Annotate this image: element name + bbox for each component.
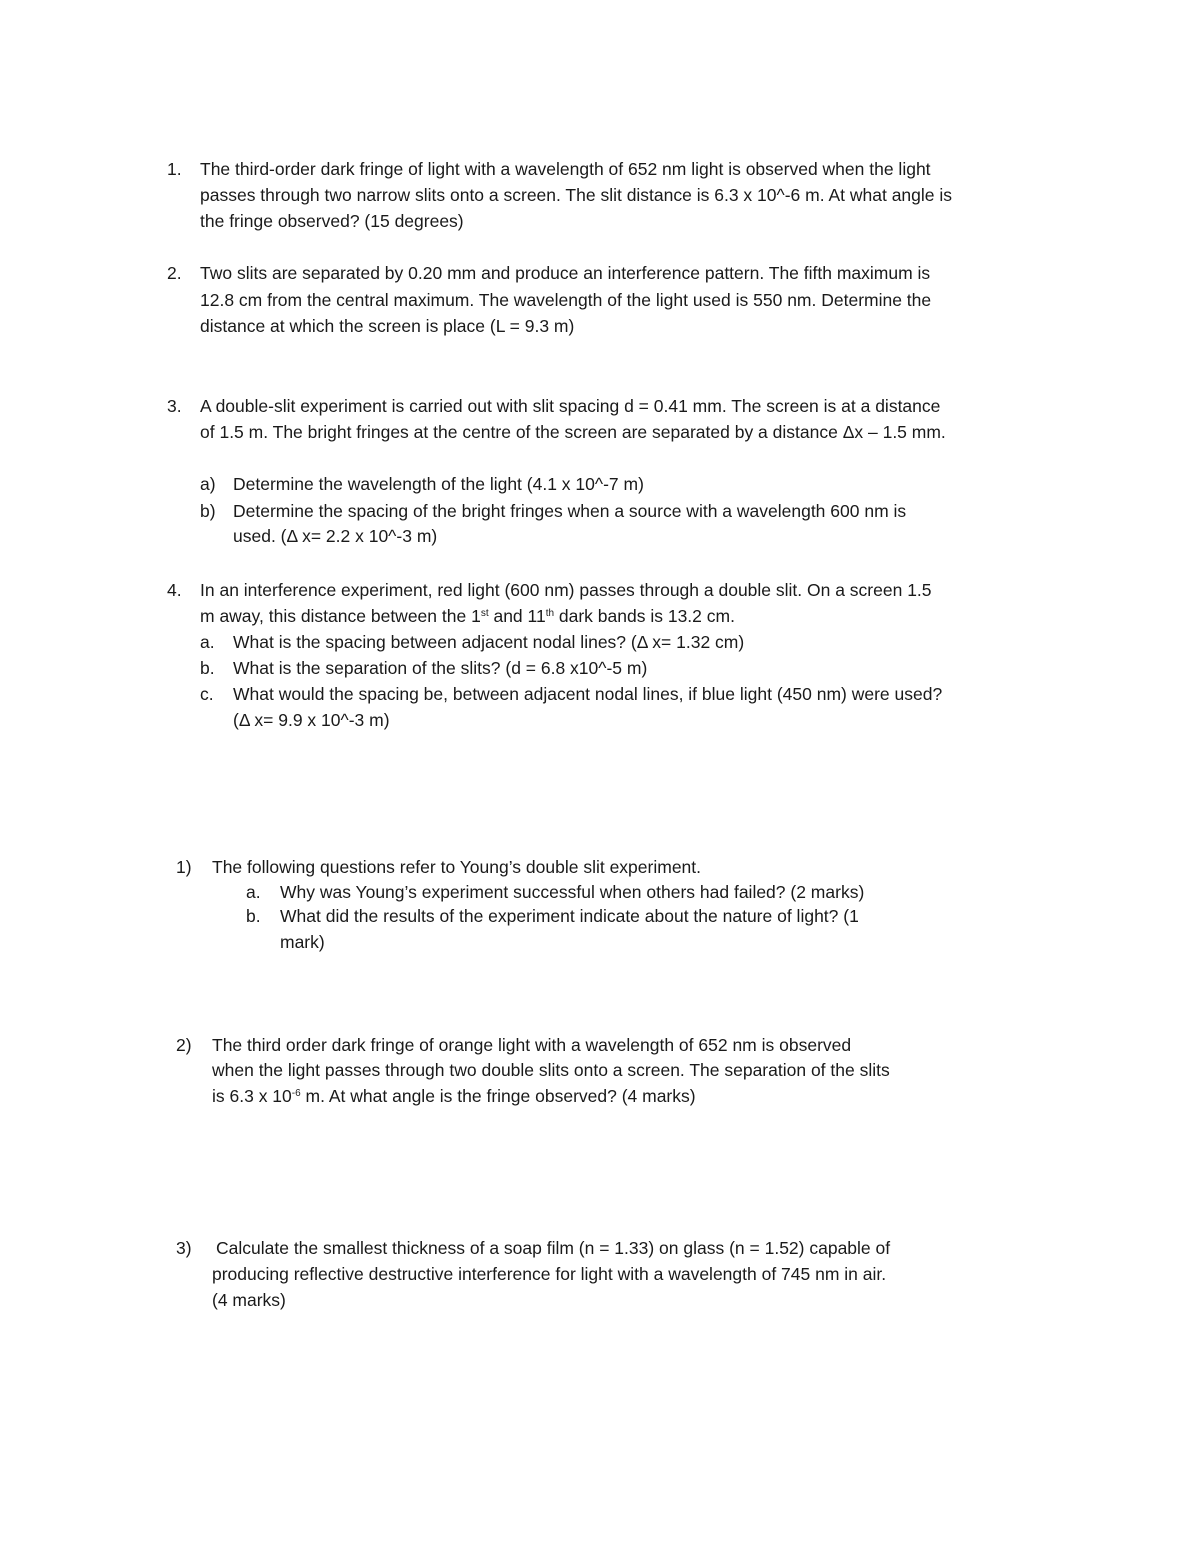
subpart-text-line: What did the results of the experiment indicate about the nature of light? (1 — [280, 906, 859, 926]
question-number: 2. — [167, 263, 182, 283]
question-text-line — [212, 1083, 696, 1109]
subpart-text-line: What is the separation of the slits? (d = 6.8 x10^-5 m) — [233, 658, 648, 678]
question-text-line: (4 marks) — [212, 1290, 286, 1310]
question-text-line: A double-slit experiment is carried out with slit spacing d = 0.41 mm. The screen is at a distance — [200, 396, 941, 416]
question-text-line: Two slits are separated by 0.20 mm and produce an interference pattern. The fifth maximum is — [200, 263, 931, 283]
subpart-label: a. — [246, 882, 261, 902]
subpart-label: a) — [200, 474, 216, 494]
subpart-text-line: used. (Δ x= 2.2 x 10^-3 m) — [233, 526, 438, 546]
question-text-line — [200, 603, 735, 629]
question-text-line: distance at which the screen is place (L = 9.3 m) — [200, 316, 575, 336]
question-text-line: The following questions refer to Young’s double slit experiment. — [212, 857, 702, 877]
question-text-line: the fringe observed? (15 degrees) — [200, 211, 464, 231]
question-number: 2) — [176, 1035, 192, 1055]
question-number: 1. — [167, 159, 182, 179]
question-text-line: 12.8 cm from the central maximum. The wavelength of the light used is 550 nm. Determine the — [200, 290, 932, 310]
question-text-line: of 1.5 m. The bright fringes at the centre of the screen are separated by a distance Δx – 1.5 mm. — [200, 422, 946, 442]
text-fragment: m. At what angle is the fringe observed? (4 marks) — [300, 1086, 696, 1106]
subpart-text-line: Why was Young’s experiment successful when others had failed? (2 marks) — [280, 882, 865, 902]
question-text-line: producing reflective destructive interference for light with a wavelength of 745 nm in air. — [212, 1264, 887, 1284]
subpart-label: c. — [200, 684, 214, 704]
subpart-text-line: What is the spacing between adjacent nodal lines? (Δ x= 1.32 cm) — [233, 632, 745, 652]
ordinal-superscript: th — [545, 608, 555, 619]
subpart-text-line: mark) — [280, 932, 325, 952]
question-number: 4. — [167, 580, 182, 600]
question-text-line: passes through two narrow slits onto a screen. The slit distance is 6.3 x 10^-6 m. At what angle is — [200, 185, 953, 205]
text-fragment: m away, this distance between the 1 — [200, 606, 481, 626]
subpart-text-line: (Δ x= 9.9 x 10^-3 m) — [233, 710, 390, 730]
subpart-label: b) — [200, 501, 216, 521]
text-fragment: is 6.3 x 10 — [212, 1086, 292, 1106]
subpart-text-line: Determine the spacing of the bright fringes when a source with a wavelength 600 nm is — [233, 501, 907, 521]
subpart-text-line: What would the spacing be, between adjacent nodal lines, if blue light (450 nm) were used? — [233, 684, 943, 704]
question-number: 1) — [176, 857, 192, 877]
subpart-label: a. — [200, 632, 215, 652]
subpart-label: b. — [200, 658, 215, 678]
question-text-line: The third order dark fringe of orange light with a wavelength of 652 nm is observed — [212, 1035, 852, 1055]
question-text-line: The third-order dark fringe of light with a wavelength of 652 nm light is observed when the light — [200, 159, 931, 179]
subpart-label: b. — [246, 906, 261, 926]
subpart-text-line: Determine the wavelength of the light (4.1 x 10^-7 m) — [233, 474, 644, 494]
question-text-line: In an interference experiment, red light (600 nm) passes through a double slit. On a screen 1.5 — [200, 580, 932, 600]
question-text-line: Calculate the smallest thickness of a soap film (n = 1.33) on glass (n = 1.52) capable of — [216, 1238, 891, 1258]
text-fragment: dark bands is 13.2 cm. — [554, 606, 735, 626]
question-number: 3. — [167, 396, 182, 416]
exponent-superscript: -6 — [291, 1088, 301, 1099]
text-fragment: and 11 — [488, 606, 546, 626]
question-number: 3) — [176, 1238, 192, 1258]
ordinal-superscript: st — [480, 608, 489, 619]
question-text-line: when the light passes through two double slits onto a screen. The separation of the slits — [212, 1060, 890, 1080]
